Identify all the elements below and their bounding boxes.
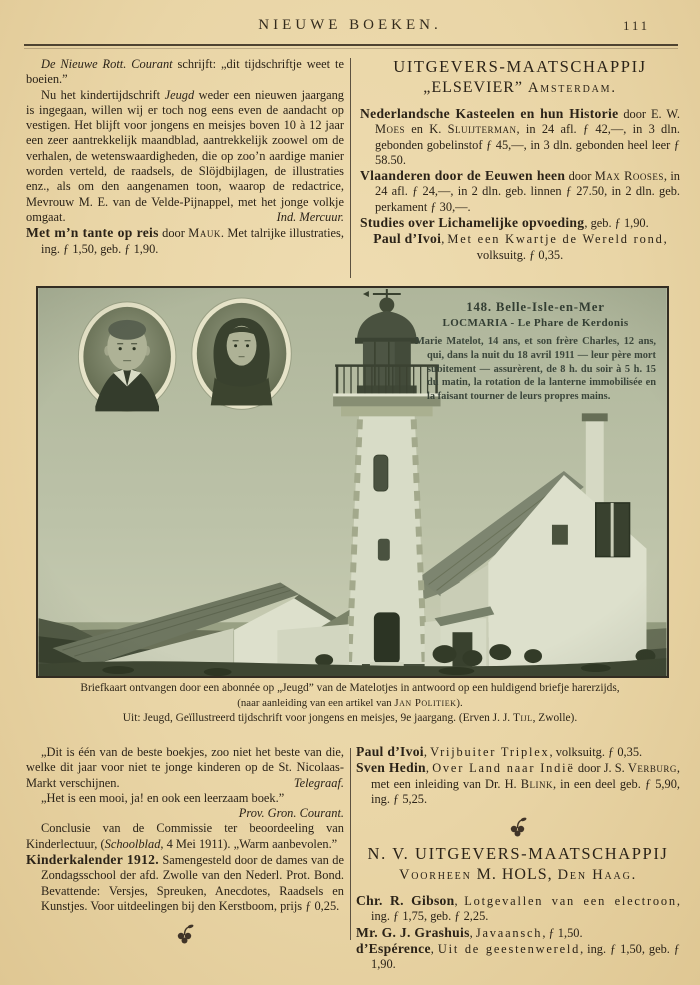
book-item: Mr. G. J. Grashuis, Javaansch, ƒ 1,50.	[356, 924, 583, 940]
postcard-subtitle: LOCMARIA - Le Phare de Kerdonis	[442, 317, 629, 329]
book-title: Vlaanderen door de Eeuwen heen	[360, 168, 566, 184]
author-name: Jan Politiek	[394, 697, 457, 709]
author-name: Verburg	[627, 761, 677, 776]
review-source: Telegraaf.	[293, 775, 344, 790]
book-item: Vlaanderen door de Eeuwen heen door Max Rooses, in 24 afl. ƒ 24,—, in 2 dln. geb. linnen ƒ 27.50, in 2 dln. geb. perkament ƒ 30,—.	[360, 168, 680, 214]
postcard-caption-block	[415, 299, 656, 404]
committee-note: Conclusie van de Commissie ter beoordeeling van Kinderlectuur, (Schoolblad, 4 Mei 1911). „Warm aanbevolen.”	[26, 821, 344, 851]
book-title: Met m’n tante op reis	[26, 225, 159, 241]
author-name: Sven Hedin	[356, 760, 426, 776]
author-name: Sluijterman	[447, 122, 517, 137]
book-title: Kinderkalender 1912.	[26, 852, 159, 868]
book-item: Nederlandsche Kasteelen en hun Historie door E. W. Moes en K. Sluijterman, in 24 afl. ƒ 42,—, in 3 dln. gebonden gobelinstof ƒ 45,—, in 3 dln. gebonden heel leer ƒ 58.50.	[360, 106, 680, 167]
postcard-story: Marie Matelot, 14 ans, et son frère Charles, 12 ans, qui, dans la nuit du 18 avril 1911 — leur père mort subitement — assurèrent, de 8 h. du soir à 5 h. 15 du matin, la rotation de la lanterne immobilisée en la faisant tourner de leurs propres mains.	[415, 336, 656, 403]
header-rule	[24, 44, 678, 49]
book-item: Met m’n tante op reis door Mauk. Met talrijke illustraties, ing. ƒ 1,50, geb. ƒ 1,90.	[26, 225, 344, 256]
review-quote-paragraph: De Nieuwe Rott. Courant schrijft: „dit tijdschriftje weet te boeien.”	[26, 57, 344, 87]
publisher-name: UITGEVERS-MAATSCHAPPIJ	[393, 57, 647, 76]
book-title: Javaansch	[475, 925, 543, 940]
author-name: Mr. G. J. Grashuis	[356, 924, 470, 940]
book-title: Nederlandsche Kasteelen en hun Historie	[360, 106, 619, 121]
source-name: Schoolblad	[104, 836, 161, 851]
book-item: Studies over Lichamelijke opvoeding, geb. ƒ 1,90.	[360, 215, 649, 231]
author-name: Moes	[375, 122, 406, 137]
page-title: NIEUWE BOEKEN.	[258, 17, 442, 33]
column-divider-top	[350, 58, 351, 278]
review-source: Prov. Gron. Courant.	[238, 806, 344, 821]
bottom-right-column	[356, 744, 680, 973]
top-right-column	[360, 56, 680, 263]
publisher-heading: UITGEVERS-MAATSCHAPPIJ „ELSEVIER” Amsterdam.	[360, 56, 680, 99]
page-number: 111	[623, 19, 650, 33]
review-quote: „Dit is één van de beste boekjes, zoo niet het beste van die, welke dit jaar voor niet te jonge kinderen op de St. Nicolaas-Markt verschijnen. Telegraaf.	[26, 745, 344, 790]
book-title: Studies over Lichamelijke opvoeding	[360, 215, 585, 231]
publisher-name: Tijl	[512, 712, 533, 724]
fleuron-icon	[509, 816, 527, 838]
publisher-heading: N. V. UITGEVERS-MAATSCHAPPIJ Voorheen M. HOLS, Den Haag.	[356, 843, 680, 886]
author-name: Blink	[520, 776, 553, 791]
author-name: Paul d’Ivoi	[356, 744, 424, 759]
book-item: Kinderkalender 1912. Samengesteld door de dames van de Zondagsschool der afd. Zwolle van den Nederl. Prot. Bond. Bevattende: Versjes, Spreuken, Anecdotes, Raadsels en Kunstjes. Voor uitdeelingen bij den Kerstboom, prijs ƒ 0,25.	[26, 852, 344, 913]
top-left-column	[26, 57, 344, 257]
magazine-name: Jeugd	[164, 87, 195, 102]
publisher-name: N. V. UITGEVERS-MAATSCHAPPIJ	[367, 844, 669, 864]
author-name: Mauk	[188, 226, 221, 241]
photo-caption: Briefkaart ontvangen door een abonnée op „Jeugd” van de Matelotjes in antwoord op een huldigend briefje harerzijds, (naar aanleiding van een artikel van Jan Politiek). Uit: Jeugd, Geïllustreerd tijdschrift voor jongens en meisjes, 9e jaargang. (Erven J. J. Tijl, Zwolle).	[80, 682, 620, 724]
fleuron-icon	[176, 923, 194, 945]
column-divider-bottom	[350, 748, 351, 940]
author-name: Chr. R. Gibson	[356, 893, 455, 909]
book-title: Vrijbuiter Triplex	[430, 745, 550, 759]
author-name: d’Espérence	[356, 941, 431, 957]
book-title: Uit de geestenwereld	[437, 942, 581, 957]
book-item: Sven Hedin, Over Land naar Indië door J. S. Verburg, met een inleiding van Dr. H. Blink, in een deel geb. ƒ 5,90, ing. ƒ 5,25.	[356, 760, 680, 806]
bottom-left-column	[26, 745, 344, 950]
source-name: De Nieuwe Rott. Courant	[41, 57, 173, 71]
author-name: Max Rooses	[594, 169, 664, 184]
author-name: Paul d’Ivoi	[373, 231, 442, 247]
book-item: Chr. R. Gibson, Lotgevallen van een electroon, ing. ƒ 1,75, geb. ƒ 2,25.	[356, 893, 680, 924]
review-quote: „Het is een mooi, ja! en ook een leerzaam boek.”	[41, 790, 285, 805]
postcard-photo	[36, 286, 669, 678]
postcard-title: 148. Belle-Isle-en-Mer	[466, 300, 605, 314]
review-source: Ind. Mercuur.	[276, 209, 344, 224]
book-title: Over Land naar Indië	[432, 761, 575, 776]
book-item: Paul d’Ivoi, Met een Kwartje de Wereld rond, volksuitg. ƒ 0,35.	[373, 231, 667, 262]
review-body-paragraph: Nu het kindertijdschrift Jeugd weder een nieuwen jaargang is ingegaan, willen wij er toch nog eens even de aandacht op vestigen. Het blijft voor jongens en meisjes boven 10 à 12 jaar een zeer aantrekkelijk maandblad, aantrekkelijk zoowel om de verhalen, de wetenswaardigheden, die op zoo’n aardige manier worden verteld, de raadsels, de Slöjdbijlagen, de illustraties enz., als om den aangenamen toon, waarop de redactrice, Mevrouw M. E. van de Velde-Pijnappel, met het jonge volkje omgaat. Ind. Mercuur.	[26, 87, 344, 224]
book-title: Met een Kwartje de Wereld rond	[447, 232, 664, 247]
book-title: Lotgevallen van een electroon	[464, 894, 677, 909]
book-item: Paul d’Ivoi, Vrijbuiter Triplex, volksuitg. ƒ 0,35.	[356, 744, 643, 759]
book-item: d’Espérence, Uit de geestenwereld, ing. ƒ 1,50, geb. ƒ 1,90.	[356, 941, 681, 972]
